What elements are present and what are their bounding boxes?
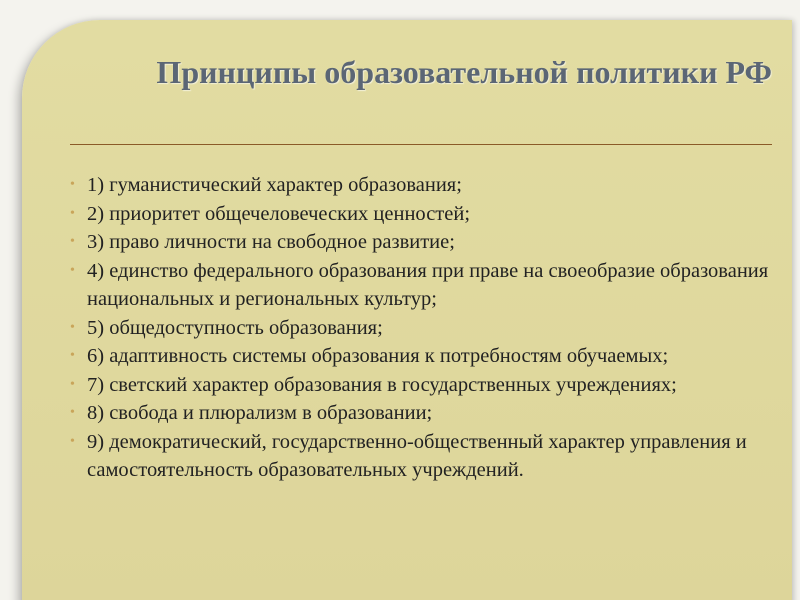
list-item-text: 9) демократический, государственно-общественный характер управления и самостоятельность образовательных учреждений. [87,430,747,481]
bullet-icon: • [70,205,75,221]
list-item [70,371,775,400]
list-item-text: 2) приоритет общечеловеческих ценностей; [87,202,471,225]
list-item-text: 7) светский характер образования в государственных учреждениях; [87,373,677,396]
title-divider [70,144,772,145]
list-item-text: 8) свобода и плюрализм в образовании; [87,402,433,424]
list-item [70,257,775,314]
list-item [70,228,775,257]
list-item [70,399,775,428]
list-item-text: 1) гуманистический характер образования; [87,174,462,196]
slide-title: Принципы образовательной политики РФ [156,54,772,90]
bullet-icon: • [70,262,75,278]
list-item [70,342,775,371]
bullet-icon: • [70,376,75,392]
bullet-icon: • [70,177,75,192]
bullet-icon: • [70,319,75,335]
bullet-icon: • [70,348,75,363]
list-item-text: 3) право личности на свободное развитие; [87,231,455,253]
list-item-text: 6) адаптивность системы образования к потребностям обучаемых; [87,345,669,367]
bullet-icon: • [70,433,75,449]
list-item-text: 5) общедоступность образования; [87,316,383,339]
bullet-icon: • [70,405,75,420]
list-item [70,171,775,200]
list-item-text: 4) единство федерального образования при праве на своеобразие образования национальных и региональных культур; [87,259,769,310]
principles-list [70,171,775,485]
list-item [70,200,775,229]
list-item [70,428,775,485]
list-item [70,314,775,343]
content-panel [22,20,792,600]
bullet-icon: • [70,234,75,249]
